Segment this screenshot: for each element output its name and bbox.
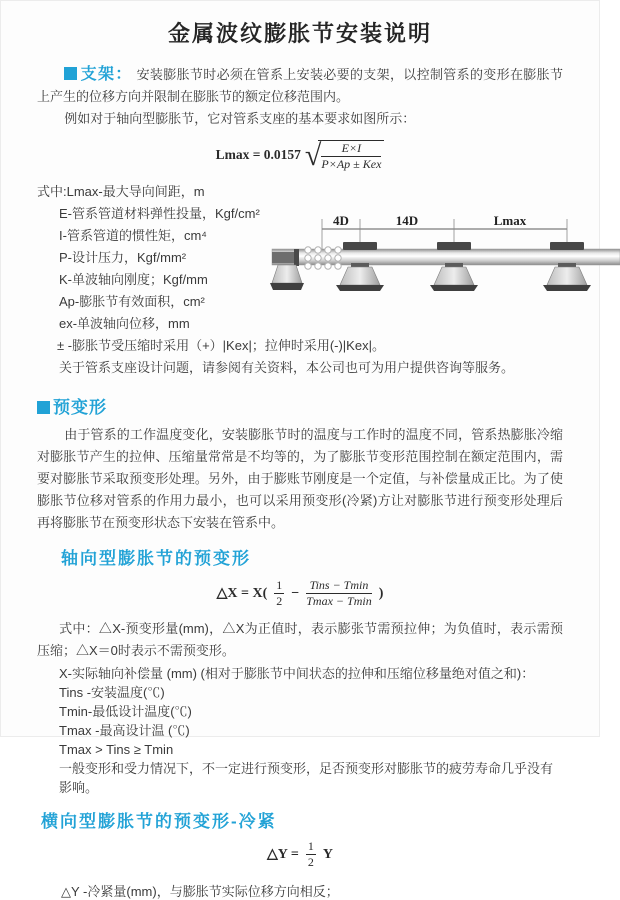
definition-line: ex-单波轴向位移，mm <box>59 316 190 331</box>
predeform-section-heading: 预变形 <box>37 393 563 418</box>
definition-line: Tmax -最高设计温 (℃) <box>59 723 190 738</box>
pipe-support-diagram-svg <box>272 213 620 305</box>
axial-formula-numerator: Tins − Tmin <box>306 579 371 594</box>
sqrt-sign: √ <box>304 138 322 172</box>
definition-line: E-管系管道材料弹性投量，Kgf/cm² <box>59 206 260 221</box>
dim-label-14d: 14D <box>395 213 419 228</box>
definition-line: 一般变形和受力情况下，不一定进行预变形，足否预变形对膨胀节的疲劳寿命几乎没有影响。 <box>59 761 554 795</box>
consult-line: 关于管系支座设计问题，请参阅有关资料，本公司也可为用户提供咨询等服务。 <box>59 360 515 375</box>
lateral-formula-rhs: Y <box>322 847 333 863</box>
dim-label-4d: 4D <box>333 213 349 228</box>
definitions-and-diagram-row <box>37 181 605 335</box>
definition-line: I-管系管道的惯性矩，cm⁴ <box>59 228 207 243</box>
pipe-support-diagram <box>272 213 620 335</box>
dim-label-lmax: Lmax <box>493 213 527 228</box>
page-title: 金属波纹膨胀节安装说明 <box>167 21 432 46</box>
guide-support-3 <box>543 242 591 291</box>
square-bullet-icon <box>37 401 50 414</box>
lateral-note: △Y -冷紧量(mm)，与膨胀节实际位移方向相反； <box>61 884 339 899</box>
axial-formula-rhs: ) <box>378 586 384 602</box>
definition-line: 式中:Lmax-最大导向间距，m <box>37 184 205 199</box>
lmax-formula-denominator: P×Ap ± Kex <box>321 157 382 171</box>
lateral-formula: △Y = $\frac{1}{2}$ Y <box>267 839 333 869</box>
axial-section-heading: 轴向型膨胀节的预变形 <box>61 549 251 568</box>
pipe <box>272 249 620 265</box>
lateral-formula-lhs: △Y = <box>267 847 299 863</box>
axial-definitions-list <box>37 664 563 797</box>
definition-line: X-实际轴向补偿量 (mm) (相对于膨胀节中间状态的拉伸和压缩位移量绝对值之和)： <box>59 666 535 681</box>
axial-formula-lhs: △X = X( <box>216 586 268 602</box>
support-intro-text: 安装膨胀节时必须在管系上安装必要的支架，以控制管系的变形在膨胀节上产生的位移方向并限制在膨胀节的额定位移范围内。 <box>37 67 563 104</box>
support-section-heading: 支架： <box>64 66 132 83</box>
guide-support-1 <box>336 242 384 291</box>
anchor-support <box>270 249 304 290</box>
guide-support-2 <box>430 242 478 291</box>
lmax-formula-lhs: Lmax = 0.0157 <box>215 147 301 163</box>
lmax-formula <box>37 140 563 171</box>
definition-line: Tmin-最低设计温度(℃) <box>59 704 192 719</box>
plusminus-line: ± -膨胀节受压缩时采用（+）|Kex|；拉伸时采用(-)|Kex|。 <box>57 338 385 353</box>
predeform-body: 由于管系的工作温度变化，安装膨胀节时的温度与工作时的温度不同，管系热膨胀冷缩对膨胀节产生的拉伸、压缩量常常是不均等的，为了膨胀节变形范围控制在额定范围内，需要对膨胀节采取预变形处理。另外，由于膨账节刚度是一个定值，与补偿量成正比。为了使膨胀节位移对管系的作用力最小，也可以采用预变形(冷紧)方让对膨胀节进行预变形处理后再将膨胀节在预变形状态下安装在管系中。 <box>37 427 563 530</box>
support-definitions-list <box>37 181 272 335</box>
definition-line: Tmax > Tins ≥ Tmin <box>59 742 174 757</box>
lateral-section-heading: 横向型膨胀节的预变形-冷紧 <box>41 812 277 831</box>
minus-sign: − <box>291 586 300 602</box>
axial-formula-denominator: Tmax − Tmin <box>306 594 372 608</box>
square-bullet-icon <box>64 67 77 80</box>
definition-line: Ap-膨胀节有效面积，cm² <box>59 294 205 309</box>
definition-line: P-设计压力，Kgf/mm² <box>59 250 187 265</box>
support-example-line: 例如对于轴向型膨胀节，它对管系支座的基本要求如图所示： <box>64 111 416 126</box>
support-intro-paragraph <box>37 64 563 108</box>
definition-line: K-单波轴向刚度；Kgf/mm <box>59 272 208 287</box>
lmax-formula-numerator: E×I <box>321 142 381 157</box>
axial-explain: 式中：△X-预变形量(mm)，△X为正值时，表示膨张节需预拉伸；为负值时，表示需预压缩；△X＝0时表示不需预变形。 <box>37 621 563 658</box>
axial-formula: △X = X( $\frac{1}{2}$ − $\frac{\text{Tins − Tmin}}{Tmax - Tmin}$ ) <box>216 578 384 608</box>
definition-line: Tins -安装温度(℃) <box>59 685 165 700</box>
